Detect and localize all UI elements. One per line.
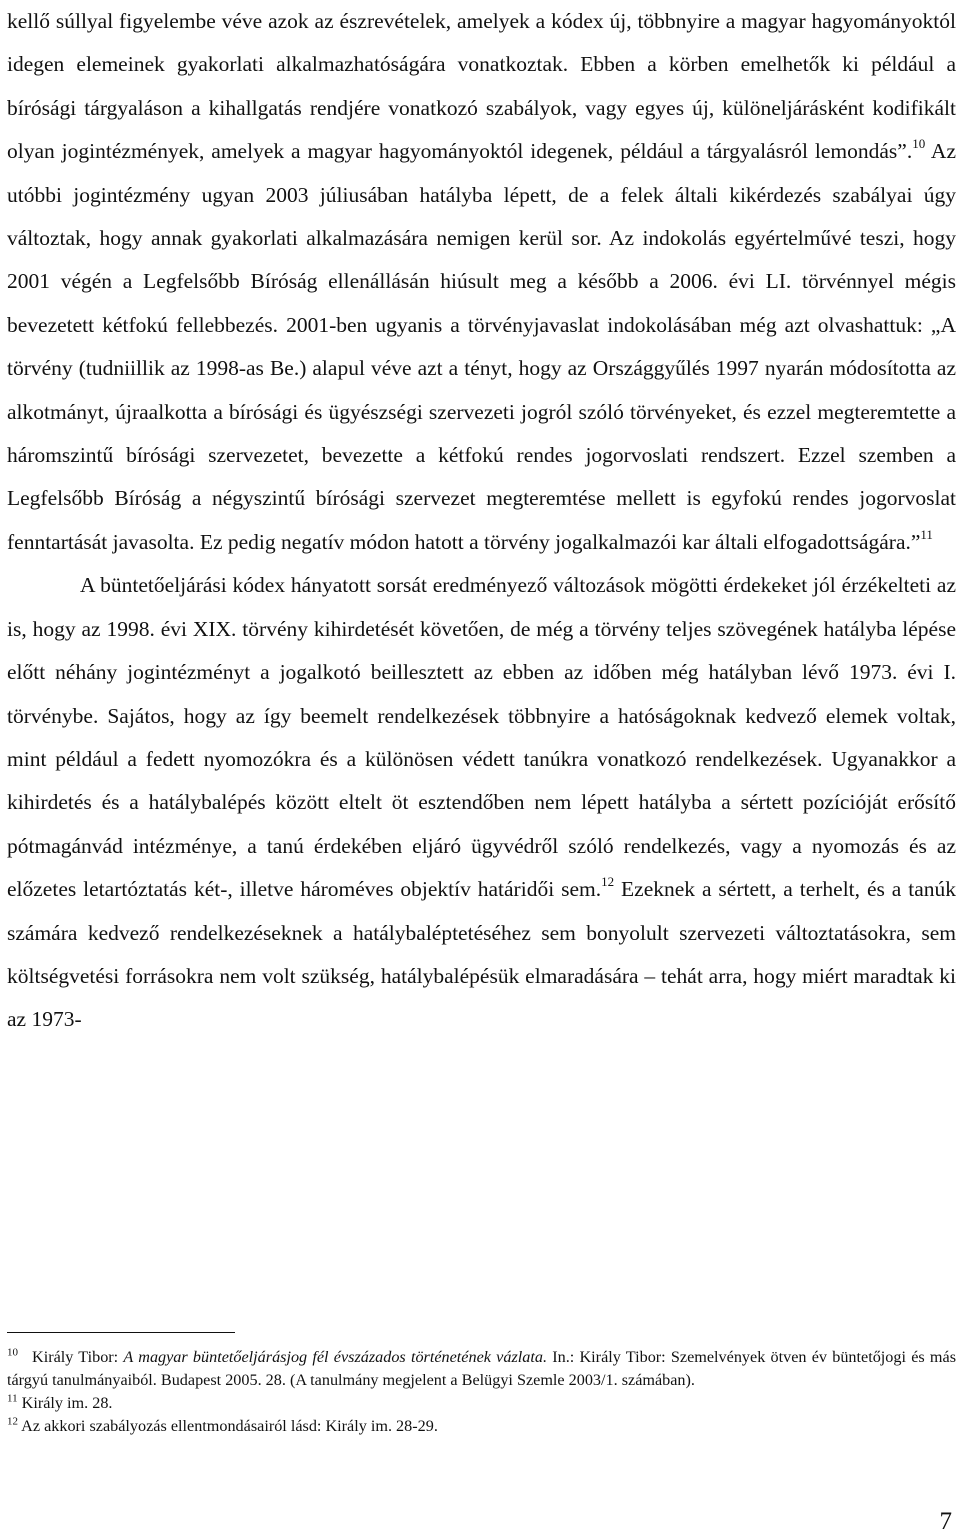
paragraph-2 <box>7 564 956 1041</box>
footnote-ref-11[interactable]: 11 <box>920 526 933 542</box>
footnote-ref-10[interactable]: 10 <box>912 136 926 152</box>
body-text <box>7 0 956 1042</box>
footnote-11 <box>7 1392 956 1415</box>
document-page <box>7 0 956 1042</box>
footnote-text: Király im. 28. <box>21 1394 113 1412</box>
footnote-12 <box>7 1415 956 1438</box>
footnote-text: Király Tibor: <box>32 1348 124 1366</box>
footnote-ref-12[interactable]: 12 <box>601 873 615 889</box>
footnote-number: 11 <box>7 1392 18 1405</box>
paragraph-continuation <box>7 0 956 564</box>
footnote-number: 12 <box>7 1415 18 1428</box>
footnote-10 <box>7 1346 956 1392</box>
page-number: 7 <box>939 1508 952 1535</box>
footnotes <box>7 1346 956 1438</box>
paragraph-1-text-b: Az utóbbi jogintézmény ugyan 2003 júliusában hatályba lépett, de a felek általi kikérdezés szabályai úgy változtak, hogy annak gyakorlati alkalmazására nemigen kerül sor. Az indokolás egyértelművé teszi, hogy 2001 végén a Legfelsőbb Bíróság ellenállásán hiúsult meg a később a 2006. évi LI. törvénnyel mégis bevezetett kétfokú fellebbezés. 2001-ben ugyanis a törvényjavaslat indokolásában még azt olvashattuk: „A törvény (tudniillik az 1998-as Be.) alapul véve azt a tényt, hogy az Országgyűlés 1997 nyarán módosította az alkotmányt, újraalkotta a bírósági és ügyészségi szervezeti jogról szóló törvényeket, és ezzel megteremtette a háromszintű bírósági szervezetet, bevezette a kétfokú rendes jogorvoslati rendszert. Ezzel szemben a Legfelsőbb Bíróság a négyszintű bírósági szervezet megteremtése mellett is egyfokú rendes jogorvoslat fenntartását javasolta. Ez pedig negatív módon hatott a törvény jogalkalmazói kar általi elfogadottságára.” <box>7 139 957 554</box>
footnote-number: 10 <box>7 1346 18 1359</box>
footnote-text: In.: Király Tibor: Szemelvények ötven év büntetőjogi és más tárgyú tanulmányaiból. Budapest 2005. 28. (A tanulmány megjelent a Belügyi Szemle 2003/1. számában). <box>7 1348 956 1389</box>
paragraph-1-text-a: kellő súllyal figyelembe véve azok az észrevételek, amelyek a kódex új, többnyire a magyar hagyományoktól idegen elemeinek gyakorlati alkalmazhatóságára vonatkoztak. Ebben a körben emelhetők ki például a bírósági tárgyaláson a kihallgatás rendjére vonatkozó szabályok, vagy egyes új, különeljárásként kodifikált olyan jogintézmények, amelyek a magyar hagyományoktól idegenek, például a tárgyalásról lemondás”. <box>7 9 956 164</box>
paragraph-2-text-a: A büntetőeljárási kódex hányatott sorsát eredményező változások mögötti érdekeket jól érzékelteti az is, hogy az 1998. évi XIX. törvény kihirdetését követően, de még a törvény teljes szövegének hatályba lépése előtt néhány jogintézményt a jogalkotó beillesztett az ebben az időben még hatályban lévő 1973. évi I. törvénybe. Sajátos, hogy az így beemelt rendelkezések többnyire a hatóságoknak kedvező elemek voltak, mint például a fedett nyomozókra és a különösen védett tanúkra vonatkozó rendelkezések. Ugyanakkor a kihirdetés és a hatálybalépés között eltelt öt esztendőben nem lépett hatályba a sértett pozícióját erősítő pótmagánvád intézménye, a tanú érdekében eljáró ügyvédről szóló rendelkezés, vagy a nyomozás és az előzetes letartóztatás két-, illetve hároméves objektív határidői sem. <box>7 573 956 902</box>
footnote-title: A magyar büntetőeljárásjog fél évszázados történetének vázlata. <box>123 1348 547 1366</box>
footnote-separator <box>7 1332 235 1333</box>
footnote-text: Az akkori szabályozás ellentmondásairól lásd: Király im. 28-29. <box>21 1417 438 1435</box>
paragraph-2-text-b: Ezeknek a sértett, a terhelt, és a tanúk számára kedvező rendelkezéseknek a hatálybaléptetéséhez sem bonyolult szervezeti változtatásokra, sem költségvetési forrásokra nem volt szükség, hatálybalépésük elmaradására – tehát arra, hogy miért maradtak ki az 1973- <box>7 877 957 1032</box>
